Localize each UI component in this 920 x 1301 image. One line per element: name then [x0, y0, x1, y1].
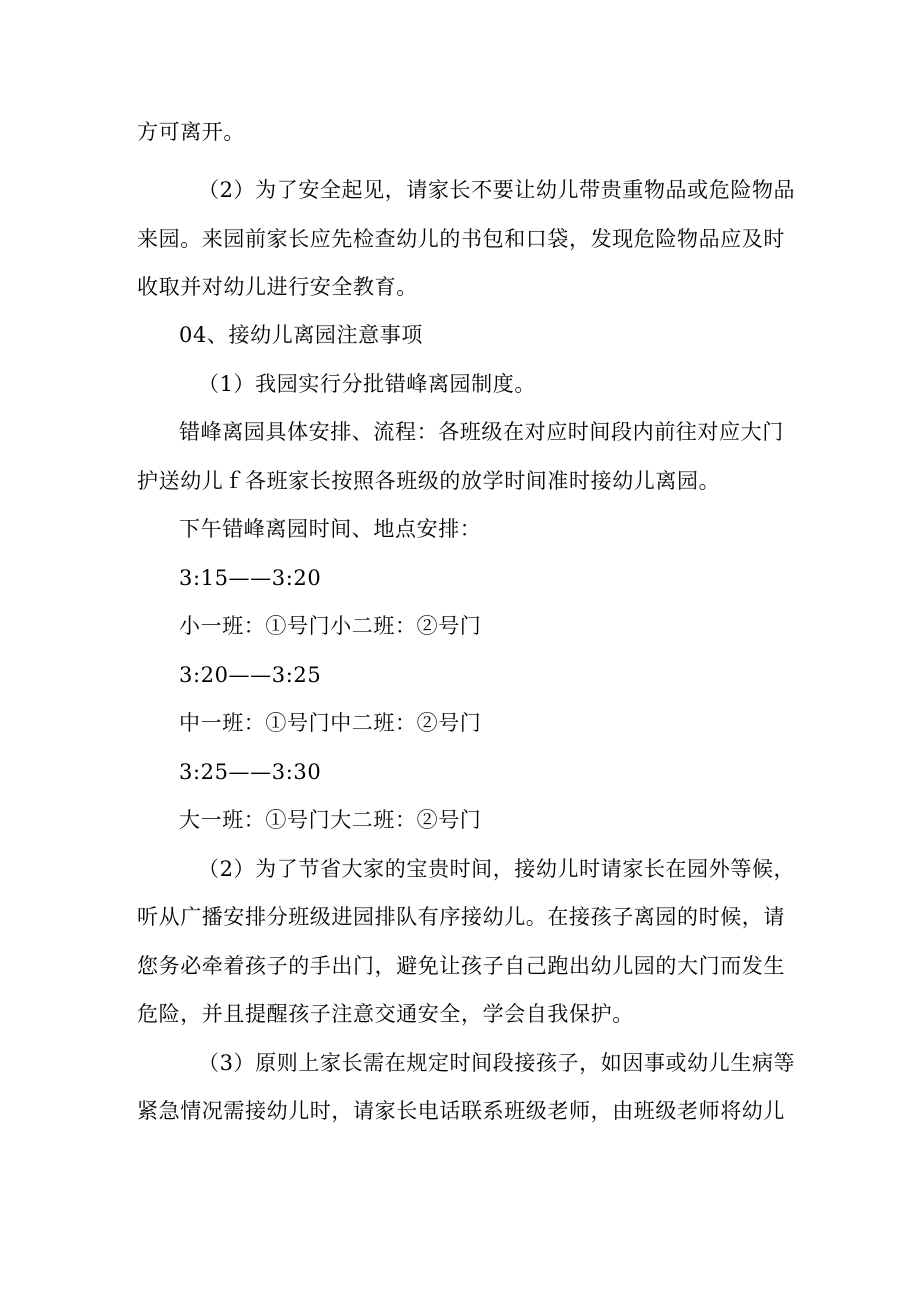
text-line: 紧急情况需接幼儿时，请家长电话联系班级老师，由班级老师将幼儿	[137, 1099, 785, 1123]
text-line: 听从广播安排分班级进园排队有序接幼儿。在接孩子离园的时候，请	[137, 905, 785, 929]
text-line: 来园。来园前家长应先检查幼儿的书包和口袋，发现危险物品应及时	[137, 227, 785, 251]
text-line: 下午错峰离园时间、地点安排：	[179, 517, 482, 541]
text-line: 您务必牵着孩子的手出门，避免让孩子自己跑出幼儿园的大门而发生	[137, 954, 785, 978]
text-line: 护送幼儿ｆ各班家长按照各班级的放学时间准时接幼儿离园。	[137, 469, 721, 493]
text-line: （2）为了节省大家的宝贵时间，接幼儿时请家长在园外等候，	[198, 857, 796, 881]
text-line: 错峰离园具体安排、流程：各班级在对应时间段内前往对应大门	[179, 420, 784, 444]
time-slot: 3:25——3:30	[179, 760, 322, 784]
gate-assignment: 大一班：①号门大二班：②号门	[179, 808, 482, 832]
text-line: （3）原则上家长需在规定时间段接孩子，如因事或幼儿生病等	[198, 1051, 796, 1075]
section-heading: 04、接幼儿离园注意事项	[179, 323, 423, 347]
text-line: 方可离开。	[137, 120, 245, 144]
text-line: （1）我园实行分批错峰离园制度。	[198, 372, 536, 396]
gate-assignment: 小一班：①号门小二班：②号门	[179, 614, 482, 638]
text-line: （2）为了安全起见，请家长不要让幼儿带贵重物品或危险物品	[198, 178, 796, 202]
text-line: 收取并对幼儿进行安全教育。	[137, 275, 418, 299]
time-slot: 3:20——3:25	[179, 663, 322, 687]
gate-assignment: 中一班：①号门中二班：②号门	[179, 711, 482, 735]
text-line: 危险，并且提醒孩子注意交通安全，学会自我保护。	[137, 1002, 634, 1026]
time-slot: 3:15——3:20	[179, 566, 322, 590]
